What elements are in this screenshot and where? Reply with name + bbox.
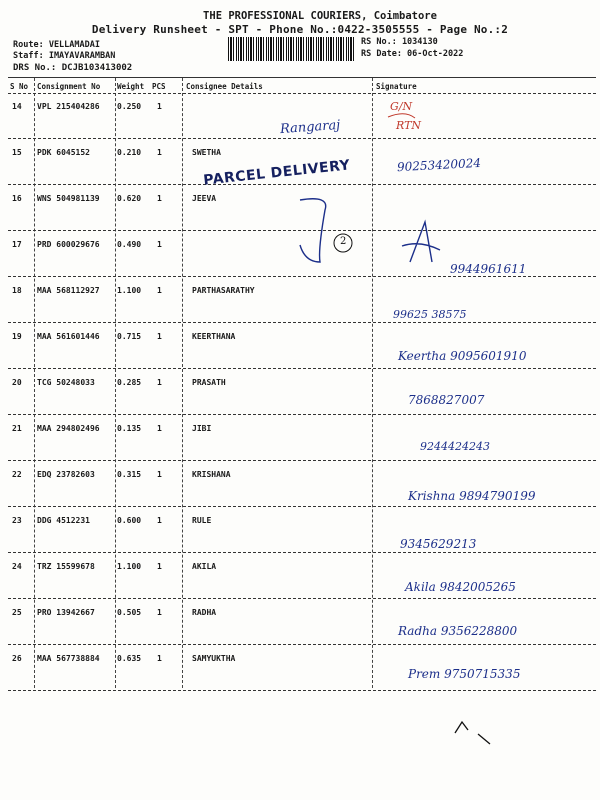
row-pcs: 1 [157, 378, 162, 387]
header-pcs: PCS [152, 82, 166, 91]
header-consignment: Consignment No [37, 82, 101, 91]
row-sno: 21 [12, 424, 22, 433]
row-consignee: JEEVA [192, 194, 217, 203]
row-pcs: 1 [157, 608, 162, 617]
handwriting-sig20: 7868827007 [408, 393, 485, 407]
row-weight: 0.490 [117, 240, 142, 249]
row-weight: 0.285 [117, 378, 142, 387]
row-consignment: PRO 13942667 [37, 608, 95, 617]
row-consignee: PARTHASARATHY [192, 286, 255, 295]
row-pcs: 1 [157, 470, 162, 479]
row-consignee: SAMYUKTHA [192, 654, 236, 663]
handwriting-sig15: 90253420024 [396, 155, 482, 175]
drs-label: DRS No.: DCJB103413002 [13, 63, 133, 73]
handwriting-sig25: Radha 9356228800 [398, 624, 518, 638]
row-weight: 1.100 [117, 562, 142, 571]
row-consignee: RADHA [192, 608, 217, 617]
rs-date: RS Date: 06-Oct-2022 [361, 49, 464, 59]
handwriting-sig24: Akila 9842005265 [405, 580, 516, 594]
row-consignee: KEERTHANA [192, 332, 236, 341]
route-label: Route: VELLAMADAI [13, 40, 100, 50]
row-weight: 0.620 [117, 194, 142, 203]
row-consignee: AKILA [192, 562, 217, 571]
row-pcs: 1 [157, 286, 162, 295]
row-pcs: 1 [157, 148, 162, 157]
circle-mark [334, 234, 352, 252]
row-pcs: 1 [157, 194, 162, 203]
row-sno: 23 [12, 516, 22, 525]
row-weight: 0.250 [117, 102, 142, 111]
row-consignment: DDG 4512231 [37, 516, 90, 525]
handwriting-gin: G/N [390, 100, 413, 113]
row-sno: 19 [12, 332, 22, 341]
handwriting-rtn: RTN [396, 119, 422, 132]
company-title: THE PROFESSIONAL COURIERS, Coimbatore [203, 10, 437, 22]
row-sno: 20 [12, 378, 22, 387]
circled-two: 2 [340, 236, 347, 247]
staff-label: Staff: IMAYAVARAMBAN [13, 51, 116, 61]
signature-squiggle-17 [300, 199, 326, 262]
row-pcs: 1 [157, 102, 162, 111]
runsheet-title: Delivery Runsheet - SPT - Phone No.:0422-3505555 - Page No.:2 [91, 23, 509, 36]
row-consignment: TRZ 15599678 [37, 562, 95, 571]
row-consignee: PRASATH [192, 378, 226, 387]
row-consignment: WNS 504981139 [37, 194, 100, 203]
row-pcs: 1 [157, 562, 162, 571]
row-sno: 18 [12, 286, 22, 295]
handwriting-sig18: 99625 38575 [393, 308, 467, 321]
parcel-delivery-stamp: PARCEL DELIVERY [202, 157, 352, 189]
header-sno: S No [10, 82, 29, 91]
row-sno: 14 [12, 102, 22, 111]
row-consignment: VPL 215404286 [37, 102, 100, 111]
header-weight: Weight [117, 82, 145, 91]
row-weight: 1.100 [117, 286, 142, 295]
row-consignment: PRD 600029676 [37, 240, 100, 249]
row-consignee: RULE [192, 516, 212, 525]
row-sno: 25 [12, 608, 22, 617]
handwriting-sig26: Prem 9750715335 [408, 667, 521, 681]
row-weight: 0.135 [117, 424, 142, 433]
handwriting-sig19: Keertha 9095601910 [398, 349, 527, 363]
row-consignment: MAA 561601446 [37, 332, 100, 341]
row-pcs: 1 [157, 516, 162, 525]
row-sno: 17 [12, 240, 22, 249]
row-consignee: SWETHA [192, 148, 221, 157]
handwriting-sig23: 9345629213 [400, 537, 477, 551]
handwriting-rangaraj: Rangaraj [279, 117, 341, 138]
row-consignment: TCG 50248033 [37, 378, 95, 387]
row-weight: 0.635 [117, 654, 142, 663]
handwriting-sig21: 9244424243 [420, 440, 490, 453]
row-consignment: MAA 567738884 [37, 654, 100, 663]
handwriting-sig22: Krishna 9894790199 [408, 489, 536, 503]
handwriting-sig17: 9944961611 [450, 262, 527, 276]
signature-arrow-17 [402, 222, 440, 262]
rs-number: RS No.: 1034130 [361, 37, 438, 47]
row-consignment: PDK 6045152 [37, 148, 90, 157]
row-weight: 0.210 [117, 148, 142, 157]
row-consignment: MAA 294802496 [37, 424, 100, 433]
red-underline [388, 114, 415, 118]
row-pcs: 1 [157, 240, 162, 249]
row-sno: 26 [12, 654, 22, 663]
row-consignment: MAA 568112927 [37, 286, 100, 295]
row-sno: 16 [12, 194, 22, 203]
row-pcs: 1 [157, 332, 162, 341]
row-weight: 0.715 [117, 332, 142, 341]
row-sno: 15 [12, 148, 22, 157]
row-sno: 22 [12, 470, 22, 479]
row-weight: 0.315 [117, 470, 142, 479]
header-signature: Signature [376, 82, 417, 91]
row-pcs: 1 [157, 654, 162, 663]
row-pcs: 1 [157, 424, 162, 433]
row-consignment: EDQ 23782603 [37, 470, 95, 479]
row-weight: 0.600 [117, 516, 142, 525]
row-consignee: JIBI [192, 424, 212, 433]
header-consignee: Consignee Details [186, 82, 263, 91]
row-weight: 0.505 [117, 608, 142, 617]
row-consignee: KRISHANA [192, 470, 231, 479]
tick-mark [455, 722, 490, 744]
row-sno: 24 [12, 562, 22, 571]
